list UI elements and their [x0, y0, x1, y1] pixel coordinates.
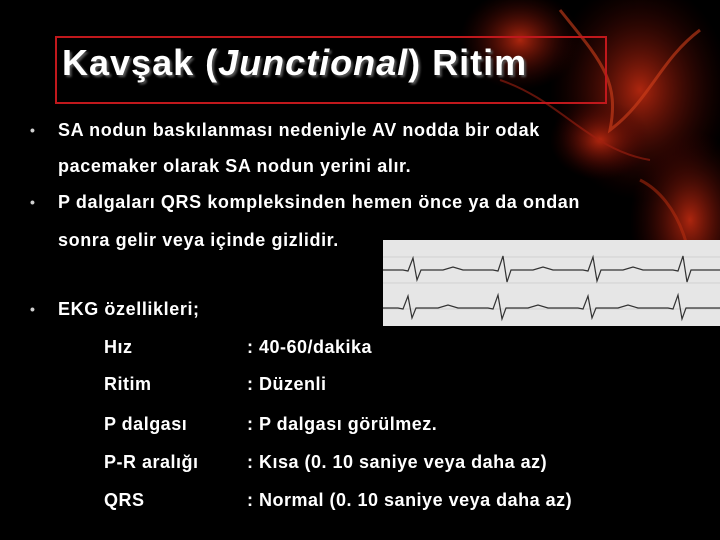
- feature-value: : Kısa (0. 10 saniye veya daha az): [247, 452, 548, 472]
- bullet-icon: •: [30, 301, 36, 317]
- title-prefix: Kavşak (: [62, 42, 219, 83]
- feature-value: : Normal (0. 10 saniye veya daha az): [247, 490, 573, 510]
- title-italic: Junctional: [218, 42, 409, 83]
- feature-key: Ritim: [104, 374, 152, 394]
- ekg-strip-image: [383, 240, 720, 326]
- feature-value: : 40-60/dakika: [247, 337, 373, 357]
- feature-key: P-R aralığı: [104, 452, 199, 472]
- feature-key: Hız: [104, 337, 133, 357]
- page-title: [62, 42, 527, 84]
- bullet-icon: •: [30, 194, 36, 210]
- title-suffix: ) Ritim: [408, 42, 528, 83]
- bullet-text: sonra gelir veya içinde gizlidir.: [58, 230, 339, 250]
- feature-key: P dalgası: [104, 414, 188, 434]
- feature-key: QRS: [104, 490, 145, 510]
- bullet-icon: •: [30, 122, 36, 138]
- bullet-text: EKG özellikleri;: [58, 299, 200, 319]
- feature-value: : P dalgası görülmez.: [247, 414, 438, 434]
- bullet-text: pacemaker olarak SA nodun yerini alır.: [58, 156, 412, 176]
- feature-value: : Düzenli: [247, 374, 327, 394]
- bullet-text: P dalgaları QRS kompleksinden hemen önce ya da ondan: [58, 192, 581, 212]
- bullet-text: SA nodun baskılanması nedeniyle AV nodda bir odak: [58, 120, 540, 140]
